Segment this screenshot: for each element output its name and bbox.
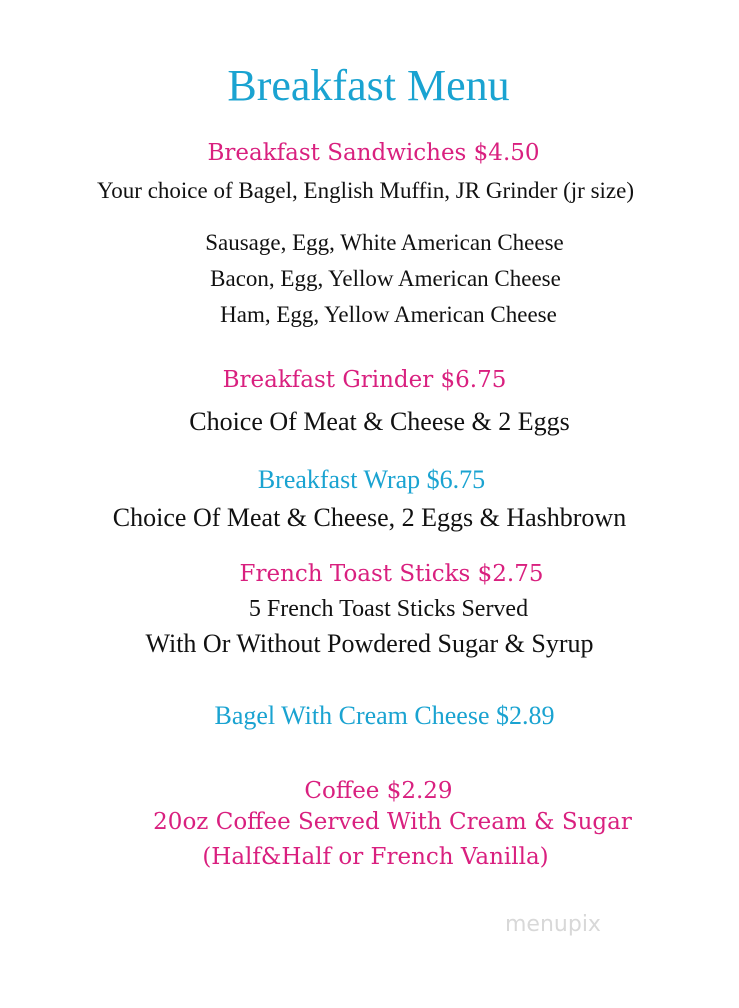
sandwich-item: Ham, Egg, Yellow American Cheese bbox=[220, 302, 557, 327]
grinder-heading: Breakfast Grinder $6.75 bbox=[222, 367, 507, 393]
sandwich-item: Bacon, Egg, Yellow American Cheese bbox=[210, 266, 561, 291]
coffee-line: (Half&Half or French Vanilla) bbox=[202, 844, 549, 870]
sandwich-item: Sausage, Egg, White American Cheese bbox=[205, 230, 564, 255]
menu-title: Breakfast Menu bbox=[227, 61, 510, 110]
sandwiches-subtitle: Your choice of Bagel, English Muffin, JR Grinder (jr size) bbox=[96, 178, 634, 203]
sandwiches-heading: Breakfast Sandwiches $4.50 bbox=[207, 140, 540, 166]
grinder-description: Choice Of Meat & Cheese & 2 Eggs bbox=[189, 407, 570, 436]
wrap-description: Choice Of Meat & Cheese, 2 Eggs & Hashbrown bbox=[112, 503, 627, 532]
bagel-heading: Bagel With Cream Cheese $2.89 bbox=[214, 701, 555, 730]
coffee-line: 20oz Coffee Served With Cream & Sugar bbox=[153, 809, 632, 835]
french-toast-line: With Or Without Powdered Sugar & Syrup bbox=[145, 629, 594, 658]
coffee-heading: Coffee $2.29 bbox=[304, 778, 453, 804]
wrap-heading: Breakfast Wrap $6.75 bbox=[257, 465, 486, 494]
watermark-logo: menupix bbox=[505, 912, 601, 937]
french-toast-heading: French Toast Sticks $2.75 bbox=[239, 561, 544, 587]
french-toast-line: 5 French Toast Sticks Served bbox=[248, 596, 529, 622]
